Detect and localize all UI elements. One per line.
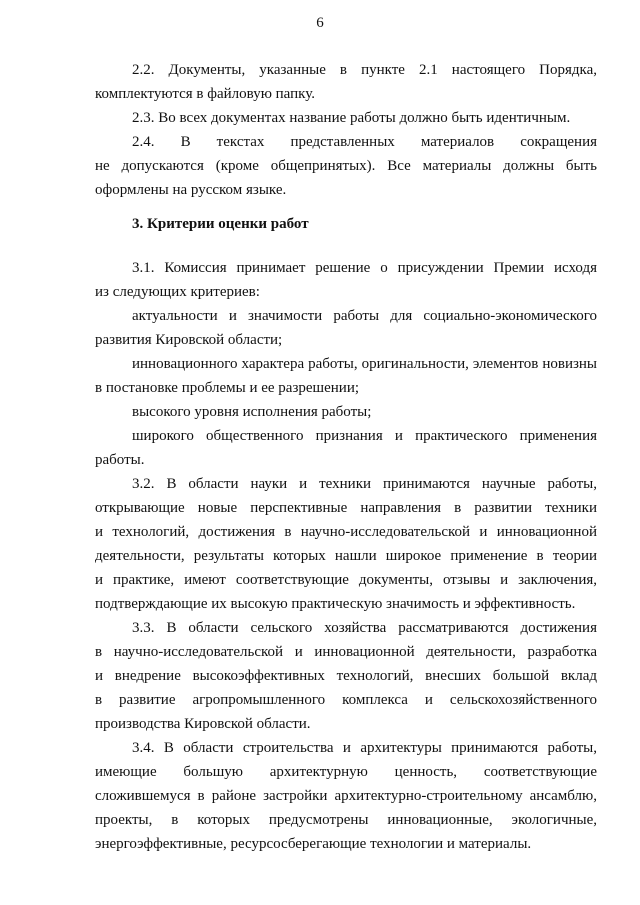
text-line: 2.4. В текстах представленных материалов сокращения xyxy=(132,134,597,150)
page-number: 6 xyxy=(316,15,324,31)
text-line: и внедрение высокоэффективных технологий, внесших большой вклад xyxy=(95,668,597,684)
text-line: из следующих критериев: xyxy=(95,284,260,300)
text-line: и технологий, достижения в научно-исследовательской и инновационной xyxy=(95,524,597,540)
text-line: деятельности, результаты которых нашли широкое применение в теории xyxy=(95,548,597,564)
text-line: в развитие агропромышленного комплекса и сельскохозяйственного xyxy=(95,692,597,708)
text-line: проекты, в которых предусмотрены инновационные, экологичные, xyxy=(95,812,597,828)
text-line: 3.4. В области строительства и архитектуры принимаются работы, xyxy=(132,740,597,756)
text-line: развития Кировской области; xyxy=(95,332,283,348)
text-line: 3.2. В области науки и техники принимаются научные работы, xyxy=(132,476,597,492)
text-line: 2.2. Документы, указанные в пункте 2.1 настоящего Порядка, xyxy=(132,62,597,78)
text-line: актуальности и значимости работы для социально-экономического xyxy=(132,308,597,324)
text-line: в научно-исследовательской и инновационной деятельности, разработка xyxy=(95,644,597,660)
text-line: 3.3. В области сельского хозяйства рассматриваются достижения xyxy=(132,620,597,636)
text-line: работы. xyxy=(95,452,145,468)
text-line: высокого уровня исполнения работы; xyxy=(132,404,372,420)
text-line: инновационного характера работы, оригинальности, элементов новизны xyxy=(132,356,597,372)
text-line: сложившемуся в районе застройки архитектурно-строительному ансамблю, xyxy=(95,788,597,804)
text-line: в постановке проблемы и ее разрешении; xyxy=(95,380,360,396)
text-line: подтверждающие их высокую практическую значимость и эффективность. xyxy=(95,596,576,612)
text-line: комплектуются в файловую папку. xyxy=(95,86,315,102)
section-heading: 3. Критерии оценки работ xyxy=(132,216,309,232)
text-line: производства Кировской области. xyxy=(95,716,311,732)
text-line: 2.3. Во всех документах название работы должно быть идентичным. xyxy=(132,110,571,126)
text-line: не допускаются (кроме общепринятых). Все материалы должны быть xyxy=(95,158,597,174)
text-line: оформлены на русском языке. xyxy=(95,182,287,198)
text-line: имеющие большую архитектурную ценность, соответствующие xyxy=(95,764,597,780)
text-line: энергоэффективные, ресурсосберегающие технологии и материалы. xyxy=(95,836,532,852)
text-line: 3.1. Комиссия принимает решение о присуждении Премии исходя xyxy=(132,260,597,276)
text-line: и практике, имеют соответствующие документы, отзывы и заключения, xyxy=(95,572,597,588)
text-line: открывающие новые перспективные направления в развитии техники xyxy=(95,500,597,516)
text-line: широкого общественного признания и практического применения xyxy=(132,428,597,444)
